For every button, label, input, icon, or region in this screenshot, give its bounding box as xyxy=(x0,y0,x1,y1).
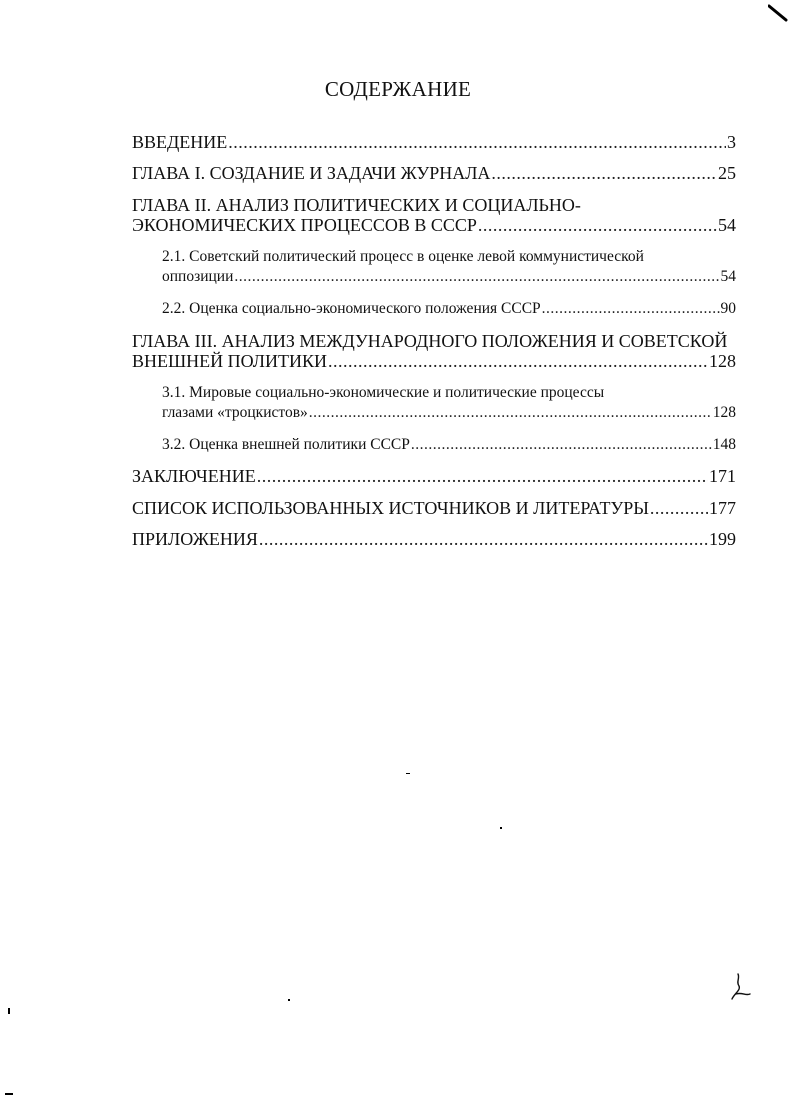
toc-page-number: 128 xyxy=(712,404,736,421)
toc-page-number: 90 xyxy=(720,300,736,317)
toc-entry-introduction[interactable] xyxy=(132,132,736,152)
toc-leader-dots xyxy=(491,163,717,183)
toc-entry-title: СПИСОК ИСПОЛЬЗОВАННЫХ ИСТОЧНИКОВ И ЛИТЕРАТУРЫ xyxy=(132,498,649,518)
corner-mark xyxy=(768,4,790,24)
toc-page-number: 171 xyxy=(709,466,736,486)
toc-leader-dots xyxy=(259,529,708,549)
toc-page-number: 3 xyxy=(727,132,736,152)
toc-entry-chapter-2[interactable] xyxy=(132,195,736,235)
toc-leader-dots xyxy=(542,299,720,319)
toc-leader-dots xyxy=(411,435,712,455)
toc-entry-title-line-2: ВНЕШНЕЙ ПОЛИТИКИ xyxy=(132,351,327,371)
toc-entry-title: ЗАКЛЮЧЕНИЕ xyxy=(132,466,256,486)
toc-entry-title: ГЛАВА I. СОЗДАНИЕ И ЗАДАЧИ ЖУРНАЛА xyxy=(132,163,491,183)
toc-page-number: 25 xyxy=(718,163,736,183)
toc-entry-title: 2.2. Оценка социально-экономического положения СССР xyxy=(162,300,541,317)
speck xyxy=(406,773,410,774)
toc-page-number: 148 xyxy=(712,436,736,453)
toc-page-number: 199 xyxy=(709,529,736,549)
toc-entry-title-line-2: ЭКОНОМИЧЕСКИХ ПРОЦЕССОВ В СССР xyxy=(132,215,477,235)
toc-entry-title-line-1: 2.1. Советский политический процесс в оценке левой коммунистической xyxy=(162,248,644,265)
toc-entry-appendices[interactable] xyxy=(132,529,736,549)
edge-mark xyxy=(5,1093,13,1095)
toc-leader-dots xyxy=(257,466,708,486)
toc-entry-title-line-1: 3.1. Мировые социально-экономические и политические процессы xyxy=(162,384,605,401)
speck xyxy=(500,827,502,829)
handwritten-mark xyxy=(728,972,754,1002)
toc-entry-title: 3.2. Оценка внешней политики СССР xyxy=(162,436,410,453)
toc-entry-section-3-2[interactable] xyxy=(162,435,736,455)
toc-entry-section-3-1[interactable] xyxy=(162,383,736,423)
toc-leader-dots xyxy=(478,215,717,235)
table-of-contents xyxy=(132,128,736,549)
toc-page-number: 54 xyxy=(718,215,736,235)
toc-leader-dots xyxy=(650,498,708,518)
toc-leader-dots xyxy=(309,403,712,423)
toc-entry-section-2-2[interactable] xyxy=(162,299,736,319)
toc-leader-dots xyxy=(328,351,708,371)
toc-leader-dots xyxy=(234,267,719,287)
toc-entry-section-2-1[interactable] xyxy=(162,247,736,287)
toc-entry-title: ВВЕДЕНИЕ xyxy=(132,132,228,152)
toc-page-number: 54 xyxy=(720,268,736,285)
edge-mark xyxy=(8,1008,10,1014)
toc-leader-dots xyxy=(228,132,726,152)
toc-entry-title-line-1: ГЛАВА III. АНАЛИЗ МЕЖДУНАРОДНОГО ПОЛОЖЕНИЯ И СОВЕТСКОЙ xyxy=(132,331,728,351)
toc-entry-title: ПРИЛОЖЕНИЯ xyxy=(132,529,258,549)
toc-entry-chapter-1[interactable] xyxy=(132,163,736,183)
toc-entry-title-line-2: глазами «троцкистов» xyxy=(162,404,308,421)
toc-page-number: 128 xyxy=(709,351,736,371)
toc-entry-conclusion[interactable] xyxy=(132,466,736,486)
toc-page-number: 177 xyxy=(709,498,736,518)
toc-entry-title-line-1: ГЛАВА II. АНАЛИЗ ПОЛИТИЧЕСКИХ И СОЦИАЛЬНО- xyxy=(132,195,581,215)
toc-title: СОДЕРЖАНИЕ xyxy=(324,77,472,101)
toc-entry-title-line-2: оппозиции xyxy=(162,268,234,285)
toc-entry-chapter-3[interactable] xyxy=(132,331,736,371)
speck xyxy=(288,999,290,1001)
toc-entry-references[interactable] xyxy=(132,498,736,518)
